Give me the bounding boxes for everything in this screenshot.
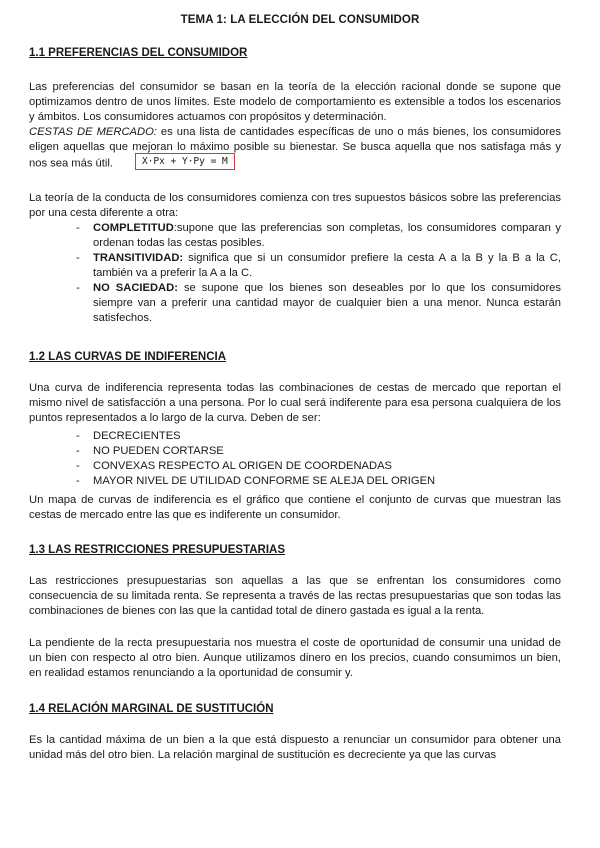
list-item bbox=[76, 221, 561, 251]
restricciones-paragraph bbox=[29, 574, 561, 619]
section-heading-curvas: 1.2 LAS CURVAS DE INDIFERENCIA bbox=[29, 351, 227, 363]
supuestos-intro bbox=[29, 191, 561, 221]
assumption-term: COMPLETITUD bbox=[93, 222, 174, 234]
section-heading-rms: 1.4 RELACIÓN MARGINAL DE SUSTITUCIÓN bbox=[29, 703, 274, 715]
rms-paragraph bbox=[29, 733, 561, 763]
section-heading-preferencias: 1.1 PREFERENCIAS DEL CONSUMIDOR bbox=[29, 47, 248, 59]
rms-text: Es la cantidad máxima de un bien a la que está dispuesto a renunciar un consumidor para obtener una unidad más del otro bien. La relación marginal de sustitución es decreciente ya que las curvas bbox=[29, 734, 561, 761]
assumption-text: :supone que las preferencias son completas, los consumidores comparan y ordenan todas las cestas posibles. bbox=[93, 222, 561, 249]
preferencias-paragraph bbox=[29, 80, 561, 125]
list-item: - MAYOR NIVEL DE UTILIDAD CONFORME SE ALEJA DEL ORIGEN bbox=[76, 474, 561, 489]
document-title: TEMA 1: LA ELECCIÓN DEL CONSUMIDOR bbox=[180, 14, 420, 26]
cestas-paragraph bbox=[29, 125, 561, 172]
restricciones-text: Las restricciones presupuestarias son aquellas a las que se enfrentan los consumidores como consecuencia de su limitada renta. Se representa a través de las rectas presupuestarias que son todas las combinaciones de bienes con las que la cantidad total de dinero gastada es igual a la renta. bbox=[29, 575, 561, 617]
list-item: - NO PUEDEN CORTARSE bbox=[76, 444, 561, 459]
section-heading-restricciones: 1.3 LAS RESTRICCIONES PRESUPUESTARIAS bbox=[29, 544, 286, 556]
assumptions-list bbox=[76, 221, 561, 326]
preferencias-text: Las preferencias del consumidor se basan en la teoría de la elección racional donde se supone que optimizamos dentro de unos límites. Este modelo de comportamiento es extensible a todos los escenarios y ámbitos. Los consumidores actuamos con propósitos y determinación. bbox=[29, 81, 561, 123]
assumption-term: TRANSITIVIDAD: bbox=[93, 252, 184, 264]
cestas-text: es una lista de cantidades específicas de uno o más bienes, los consumidores eligen aquellas que mejoran lo máximo posible su bienestar. Se busca aquella que nos satisfaga más y nos sea más útil. bbox=[29, 126, 561, 170]
cestas-term: CESTAS DE MERCADO: bbox=[29, 126, 157, 138]
list-item: - DECRECIENTES bbox=[76, 429, 561, 444]
list-item bbox=[76, 281, 561, 326]
assumption-text: significa que si un consumidor prefiere la cesta A a la B y la B a la C, también va a preferir la A a la C. bbox=[93, 252, 561, 279]
curvas-text: Una curva de indiferencia representa todas las combinaciones de cestas de mercado que reportan el mismo nivel de satisfacción a una persona. Por lo cual será indiferente para esa persona cualquiera de los puntos representados a lo largo de la curva. Deben de ser: bbox=[29, 382, 561, 424]
supuestos-text: La teoría de la conducta de los consumidores comienza con tres supuestos básicos sobre las preferencias por una cesta diferente a otra: bbox=[29, 192, 561, 219]
pendiente-text: La pendiente de la recta presupuestaria nos muestra el coste de oportunidad de consumir una unidad de un bien con respecto al otro bien. Aunque utilizamos dinero en los precios, cuando consumimos un bien, en realidad estamos renunciando a la oportunidad de consumir y. bbox=[29, 637, 561, 679]
properties-list bbox=[76, 429, 561, 489]
mapa-text: Un mapa de curvas de indiferencia es el gráfico que contiene el conjunto de curvas que muestran las cestas de mercado entre las que es indiferente un consumidor. bbox=[29, 494, 561, 521]
mapa-paragraph bbox=[29, 493, 561, 523]
budget-formula: X·Px + Y·Py = M bbox=[135, 153, 235, 170]
curvas-paragraph bbox=[29, 381, 561, 426]
list-item bbox=[76, 251, 561, 281]
list-item: - CONVEXAS RESPECTO AL ORIGEN DE COORDENADAS bbox=[76, 459, 561, 474]
assumption-text: se supone que los bienes son deseables por lo que los consumidores siempre van a preferir una cantidad mayor de cualquier bien a una menor. Nunca estarán satisfechos. bbox=[93, 282, 561, 324]
pendiente-paragraph bbox=[29, 636, 561, 681]
assumption-term: NO SACIEDAD: bbox=[93, 282, 178, 294]
